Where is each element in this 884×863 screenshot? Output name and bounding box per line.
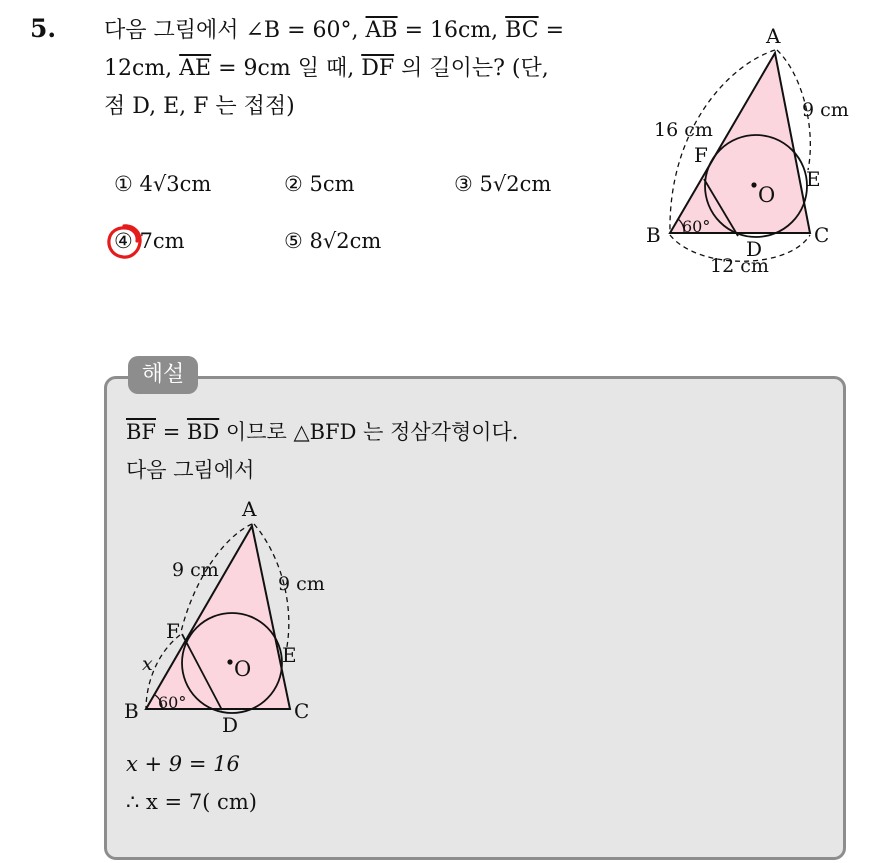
solution-line-2: 다음 그림에서 [126, 458, 255, 482]
solution-line-1 [126, 416, 518, 446]
option-4[interactable]: ④ 7cm [114, 229, 185, 253]
solution-figure [118, 492, 348, 742]
problem-figure [638, 20, 868, 280]
label2-angle: 60° [158, 693, 187, 712]
label-angle: 60° [682, 217, 711, 236]
segment-ab: $\overline{AB}$ [365, 18, 398, 43]
label-a: A [766, 24, 781, 48]
center-dot-2 [227, 659, 232, 664]
label-len-ab: 16 cm [654, 119, 713, 141]
label2-len-af: 9 cm [172, 559, 219, 581]
q-text-5: = 9cm 일 때, [211, 56, 355, 81]
answer-circle-mark [104, 222, 144, 262]
option-3[interactable]: ③ 5√2cm [454, 172, 552, 196]
q-text-6: 의 길이는? (단, [394, 56, 549, 81]
label2-o: O [234, 657, 252, 681]
label2-len-ae: 9 cm [278, 573, 325, 595]
center-dot [751, 182, 756, 187]
segment-df: $\overline{DF}$ [361, 56, 395, 81]
solution-tab: 해설 [128, 356, 198, 394]
q-text-7: 점 D, E, F 는 접점) [104, 94, 295, 119]
segment-bd: $\overline{BD}$ [186, 420, 220, 444]
label-len-bc: 12 cm [710, 255, 769, 277]
solution-eq-1: x + 9 = 16 [126, 752, 240, 776]
option-2[interactable]: ② 5cm [284, 172, 355, 196]
segment-ae: $\overline{AE}$ [179, 56, 212, 81]
label2-a: A [242, 497, 257, 521]
label-len-ae: 9 cm [802, 99, 849, 121]
label-o: O [758, 183, 776, 207]
label2-d: D [222, 713, 239, 737]
label2-c: C [294, 699, 310, 723]
sol-line1-rest: 이므로 △BFD 는 정삼각형이다. [219, 420, 519, 444]
question-number: 5. [30, 14, 57, 43]
label-d: D [746, 237, 763, 261]
triangle-abc [670, 53, 810, 233]
sol-eq: = [156, 420, 187, 444]
label2-e: E [282, 643, 297, 667]
label-b: B [646, 223, 661, 247]
label2-b: B [124, 699, 139, 723]
label-f: F [694, 143, 708, 167]
option-1[interactable]: ① 4√3cm [114, 172, 212, 196]
q-text-2: = 16cm, [397, 18, 499, 43]
question-text [104, 12, 624, 126]
q-text-4: 12cm, [104, 56, 173, 81]
segment-bf: $\overline{BF}$ [126, 420, 157, 444]
label2-f: F [166, 619, 180, 643]
option-5[interactable]: ⑤ 8√2cm [284, 229, 382, 253]
q-text-3: = [538, 18, 565, 43]
solution-eq-2: ∴ x = 7( cm) [126, 790, 257, 814]
label2-len-bf: x [142, 653, 153, 675]
q-text-1: 다음 그림에서 ∠B = 60°, [104, 18, 359, 43]
segment-bc: $\overline{BC}$ [505, 18, 539, 43]
label-c: C [814, 223, 830, 247]
label-e: E [806, 167, 821, 191]
